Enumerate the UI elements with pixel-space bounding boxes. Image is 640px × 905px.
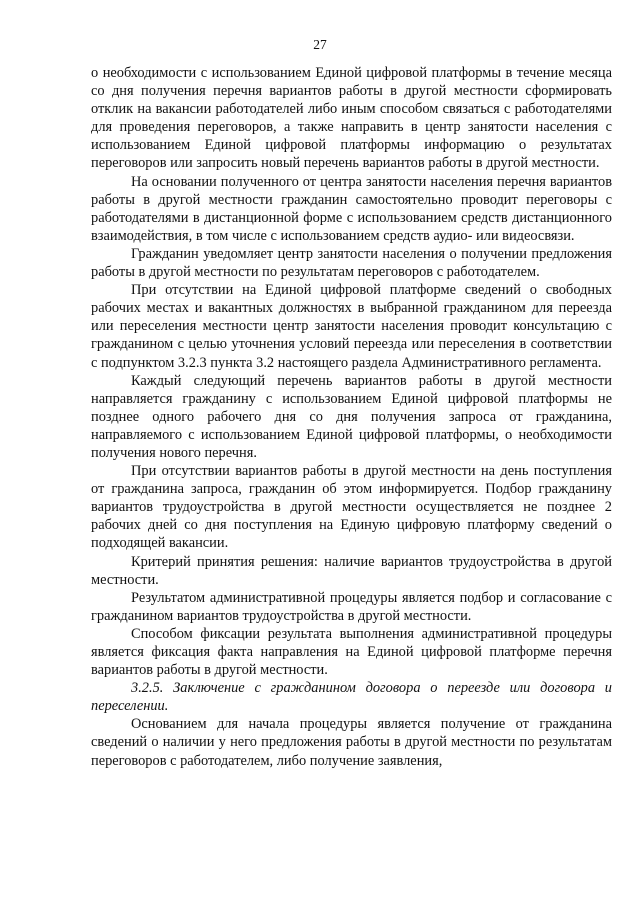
- paragraph: Критерий принятия решения: наличие вариантов трудоустройства в другой местности.: [91, 553, 612, 588]
- paragraph: При отсутствии вариантов работы в другой местности на день поступления от гражданина запроса, гражданин об этом информируется. Подбор гражданину вариантов трудоустройства в другой местности осуществляется не позднее 2 рабочих дней со дня поступления на Единую цифровую платформу сведений о подходящей вакансии.: [91, 463, 612, 552]
- paragraph: Результатом административной процедуры является подбор и согласование с гражданином вариантов трудоустройства в другой местности.: [91, 589, 612, 624]
- paragraph: 3.2.5. Заключение с гражданином договора о переезде или договора и переселении.: [91, 680, 612, 715]
- paragraph: Гражданин уведомляет центр занятости населения о получении предложения работы в другой местности по результатам переговоров с работодателем.: [91, 245, 612, 281]
- paragraph: При отсутствии на Единой цифровой платформе сведений о свободных рабочих местах и вакантных должностях в выбранной гражданином для переезда или переселения местности центр занятости населения проводит консультацию с гражданином с целью уточнения условий переезда или переселения в соответствии с подпунктом 3.2.3 пункта 3.2 настоящего раздела Административного регламента.: [91, 282, 612, 371]
- paragraph: Способом фиксации результата выполнения административной процедуры является фиксация факта направления на Единой цифровой платформе перечня вариантов работы в другой местности.: [91, 625, 612, 679]
- document-body: [91, 64, 612, 770]
- paragraph: о необходимости с использованием Единой цифровой платформы в течение месяца со дня получения перечня вариантов работы в другой местности сформировать отклик на вакансии работодателей либо иным способом связаться с работодателями для проведения переговоров, а также направить в центр занятости населения с использованием Единой цифровой платформы информацию о результатах переговоров или запросить новый перечень вариантов работы в другой местности.: [91, 65, 612, 172]
- paragraph: На основании полученного от центра занятости населения перечня вариантов работы в другой местности гражданин самостоятельно проводит переговоры с работодателями в дистанционной форме с использованием средств дистанционного взаимодействия, в том числе с использованием средств аудио- или видеосвязи.: [91, 173, 612, 244]
- page-number: 27: [313, 37, 327, 52]
- paragraph: Основанием для начала процедуры является получение от гражданина сведений о наличии у него предложения работы в другой местности по результатам переговоров с работодателем, либо получение заявления,: [91, 716, 612, 769]
- paragraph: Каждый следующий перечень вариантов работы в другой местности направляется гражданину с использованием Единой цифровой платформы не позднее одного рабочего дня со дня получения запроса от гражданина, направляемого с использованием Единой цифровой платформы, о необходимости получения нового перечня.: [91, 372, 612, 461]
